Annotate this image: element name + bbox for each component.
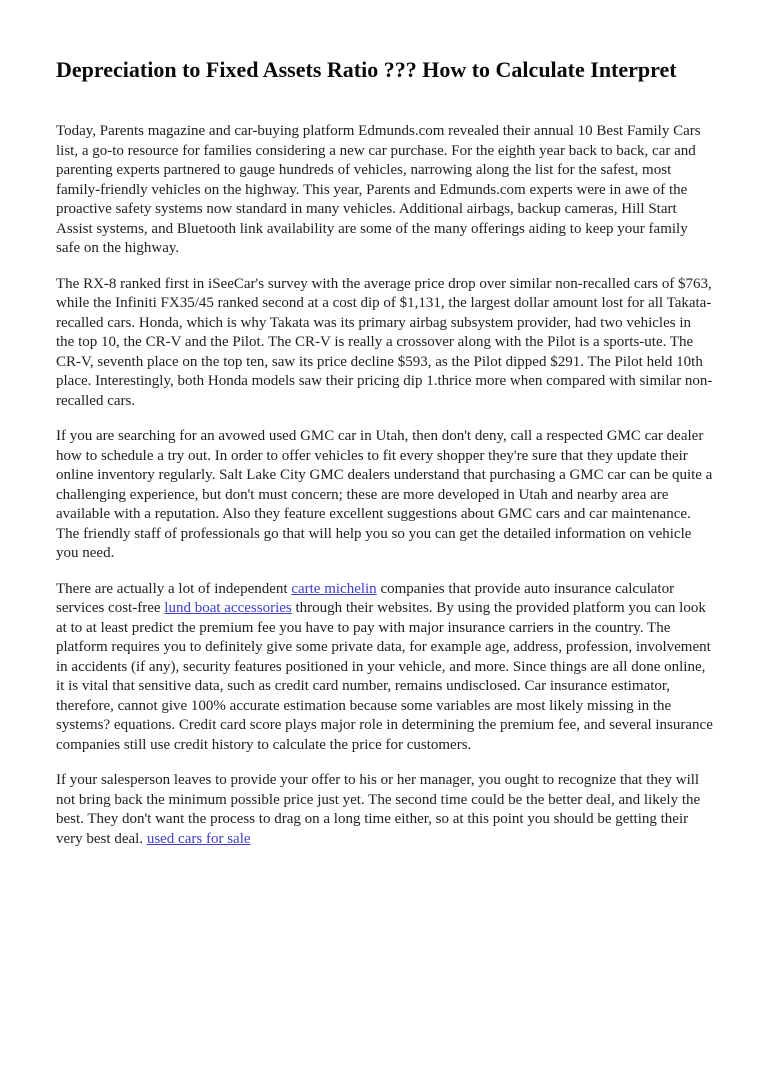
- paragraph-text: The RX-8 ranked first in iSeeCar's survey with the average price drop over similar non-recalled cars of $763, while the Infiniti FX35/45 ranked second at a cost dip of $1,131, the largest dollar amount lost for all Takata-recalled cars. Honda, which is why Takata was its primary airbag subsystem provider, had two vehicles in the top 10, the CR-V and the Pilot. The CR-V is really a crossover along with the Pilot is a sports-ute. The CR-V, seventh place on the top ten, saw its price decline $593, as the Pilot dipped $291. The Pilot held 10th place. Interestingly, both Honda models saw their pricing dip 1.thrice more when compared with similar non-recalled cars.: [56, 275, 713, 409]
- page-title: Depreciation to Fixed Assets Ratio ??? How to Calculate Interpret: [56, 57, 677, 82]
- paragraph-text: through their websites. By using the provided platform you can look at to at least predict the premium fee you have to pay with major insurance carriers in the country. The platform requires you to definitely give some private data, for example age, address, profession, involvement in accidents (if any), security features positioned in your vehicle, and more. Since things are all done online, it is vital that sensitive data, such as credit card number, remains undisclosed. Car insurance estimator, therefore, cannot give 100% accurate estimation because some variables are most likely missing in the systems? equations. Credit card score plays major role in determining the premium fee, and several insurance companies still use credit history to calculate the price for customers.: [56, 600, 713, 753]
- article-body: [56, 122, 713, 849]
- paragraph: [56, 427, 713, 564]
- paragraph-text: There are actually a lot of independent: [56, 580, 292, 597]
- paragraph-text: If your salesperson leaves to provide your offer to his or her manager, you ought to recognize that they will not bring back the minimum possible price just yet. The second time could be the better deal, and likely the best. They don't want the process to drag on a long time either, so at this point you should be getting their very best deal.: [56, 772, 701, 847]
- used-cars-for-sale-link[interactable]: used cars for sale: [146, 830, 251, 847]
- paragraph: [56, 275, 713, 412]
- lund-boat-accessories-link[interactable]: lund boat accessories: [164, 600, 292, 616]
- paragraph-text: companies that provide auto insurance calculator services cost-free: [56, 580, 675, 616]
- paragraph-text: If you are searching for an avowed used GMC car in Utah, then don't deny, call a respected GMC car dealer how to schedule a try out. In order to offer vehicles to fit every shopper they're sure that they update their online inventory regularly. Salt Lake City GMC dealers understand that purchasing a GMC car can be quite a challenging experience, but don't must concern; these are more developed in Utah and nearby area are available with a reputation. Also they feature excellent suggestions about GMC cars and car maintenance. The friendly staff of professionals go that will help you so you can get the detailed information on vehicle you need.: [56, 428, 713, 561]
- paragraph: [56, 771, 713, 849]
- carte-michelin-link[interactable]: carte michelin: [291, 580, 377, 597]
- paragraph-text: Today, Parents magazine and car-buying platform Edmunds.com revealed their annual 10 Best Family Cars list, a go-to resource for families considering a new car purchase. For the eighth year back to back, car and parenting experts partnered to gauge hundreds of vehicles, narrowing along the list for the safest, most family-friendly vehicles on the highway. This year, Parents and Edmunds.com experts were in awe of the proactive safety systems now standard in many vehicles. Additional airbags, backup cameras, Hill Start Assist systems, and Bluetooth link availability are some of the many offerings aiding to keep your family safe on the highway.: [56, 123, 701, 256]
- paragraph: [56, 122, 713, 259]
- paragraph: [56, 580, 713, 756]
